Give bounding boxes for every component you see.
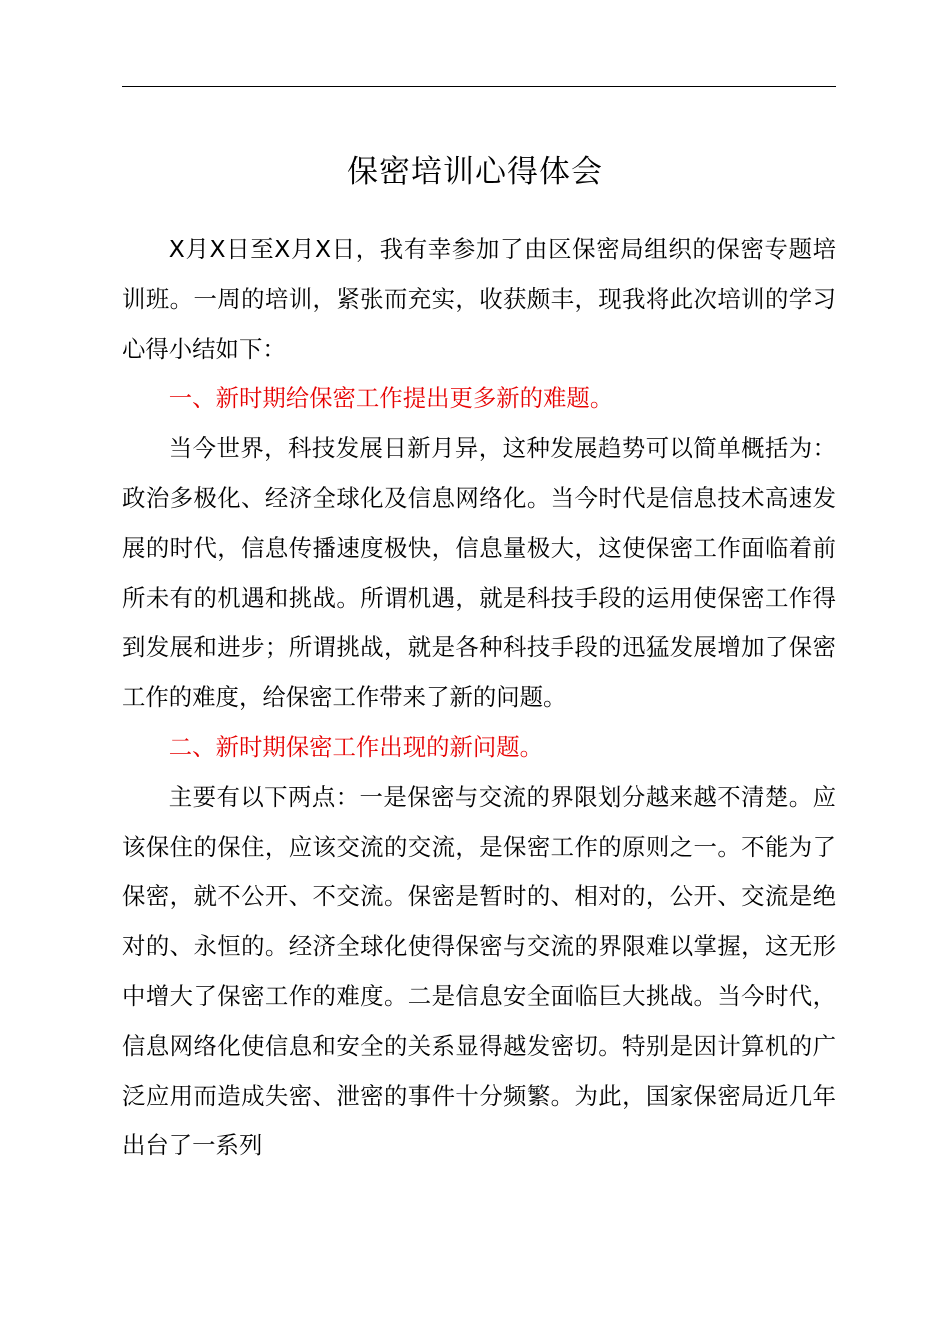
section-1-paragraph: 当今世界，科技发展日新月异，这种发展趋势可以简单概括为：政治多极化、经济全球化及信息网络化。当今时代是信息技术高速发展的时代，信息传播速度极快，信息量极大，这使保密工作面临着前所未有的机遇和挑战。所谓机遇，就是科技手段的运用使保密工作得到发展和进步；所谓挑战，就是各种科技手段的迅猛发展增加了保密工作的难度，给保密工作带来了新的问题。 [122,434,836,712]
document-body [122,225,836,1171]
section-heading-2: 二、新时期保密工作出现的新问题。 [168,732,544,761]
header-rule [122,86,836,87]
document-title: 保密培训心得体会 [347,154,603,190]
section-2-paragraph: 主要有以下两点：一是保密与交流的界限划分越来越不清楚。应该保住的保住，应该交流的交流，是保密工作的原则之一。不能为了保密，就不公开、不交流。保密是暂时的、相对的，公开、交流是绝对的、永恒的。经济全球化使得保密与交流的界限难以掌握，这无形中增大了保密工作的难度。二是信息安全面临巨大挑战。当今时代，信息网络化使信息和安全的关系显得越发密切。特别是因计算机的广泛应用而造成失密、泄密的事件十分频繁。为此，国家保密局近几年出台了一系列 [122,782,836,1160]
section-heading-1: 一、新时期给保密工作提出更多新的难题。 [168,384,614,413]
intro-paragraph: X月X日至X月X日，我有幸参加了由区保密局组织的保密专题培训班。一周的培训，紧张而充实，收获颇丰，现我将此次培训的学习心得小结如下： [122,235,836,363]
